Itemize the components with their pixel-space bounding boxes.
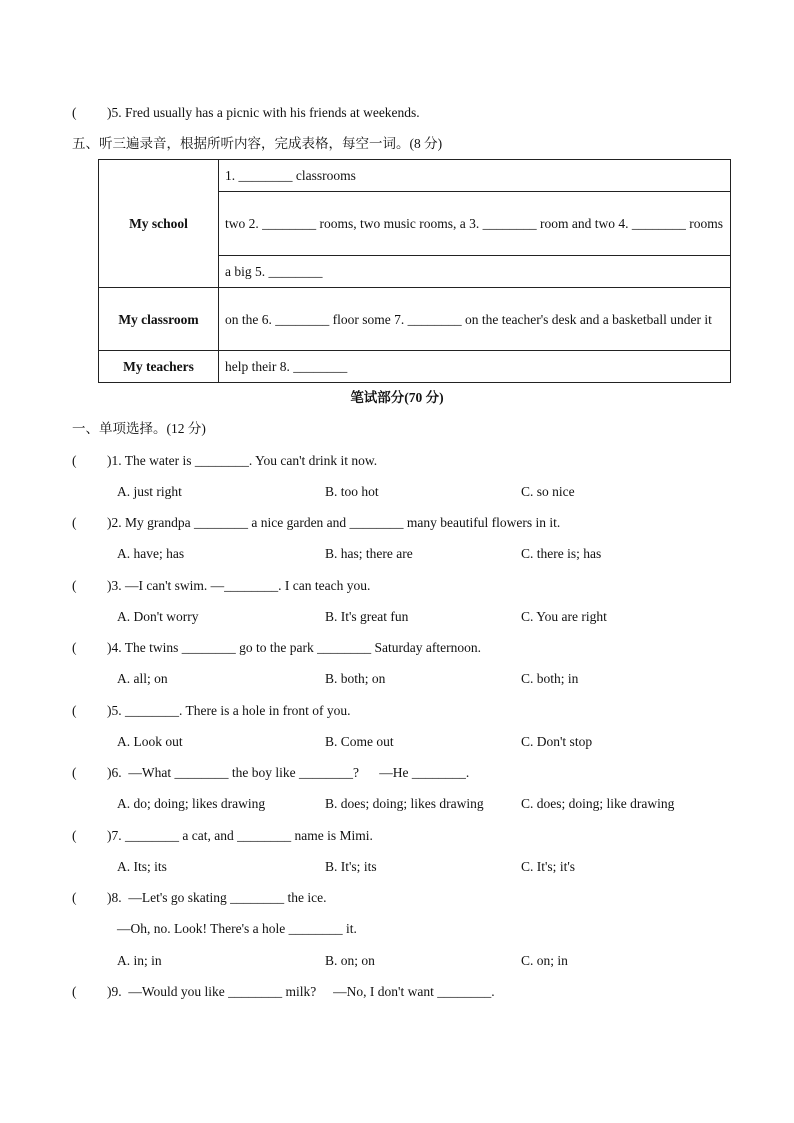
question-stem: )1. The water is ________. You can't drink it now. xyxy=(107,453,378,468)
option-b: B. does; doing; likes drawing xyxy=(325,796,484,811)
question-8 xyxy=(72,889,327,907)
question-stem: )6. —What ________ the boy like ________? —He ________. xyxy=(107,765,470,780)
option-b: B. It's; its xyxy=(325,859,377,874)
question-stem: )8. —Let's go skating ________ the ice. xyxy=(107,890,327,905)
question-2 xyxy=(72,514,560,532)
answer-paren: ( xyxy=(72,703,77,718)
question-stem: )4. The twins ________ go to the park ________ Saturday afternoon. xyxy=(107,640,481,655)
option-c: C. It's; it's xyxy=(521,859,575,874)
answer-paren: ( xyxy=(72,765,77,780)
question-1 xyxy=(72,452,377,470)
question-stem: )5. ________. There is a hole in front of you. xyxy=(107,703,351,718)
question-7 xyxy=(72,827,373,845)
option-a: A. Look out xyxy=(117,734,183,749)
listening-question-5 xyxy=(72,104,420,122)
listening-table xyxy=(98,159,731,383)
option-c: C. both; in xyxy=(521,671,579,686)
question-3 xyxy=(72,577,370,595)
option-b: B. too hot xyxy=(325,484,379,499)
question-stem: )3. —I can't swim. —________. I can teach you. xyxy=(107,578,371,593)
option-b: B. both; on xyxy=(325,671,386,686)
option-a: A. have; has xyxy=(117,546,185,561)
school-row-1: 1. ________ classrooms xyxy=(219,160,731,192)
question-9 xyxy=(72,983,495,1001)
school-row-2: two 2. ________ rooms, two music rooms, a 3. ________ room and two 4. ________ rooms xyxy=(219,192,731,256)
question-stem: )2. My grandpa ________ a nice garden and ________ many beautiful flowers in it. xyxy=(107,515,561,530)
option-a: A. Its; its xyxy=(117,859,167,874)
answer-paren: ( xyxy=(72,578,77,593)
answer-paren: ( xyxy=(72,890,77,905)
option-c: C. so nice xyxy=(521,484,575,499)
option-b: B. has; there are xyxy=(325,546,413,561)
section-5-title: 五、听三遍录音，根据所听内容，完成表格，每空一词。(8 分) xyxy=(72,136,443,151)
question-text: )5. Fred usually has a picnic with his friends at weekends. xyxy=(107,105,420,120)
section-1-title: 一、单项选择。(12 分) xyxy=(72,421,206,436)
option-b: B. It's great fun xyxy=(325,609,409,624)
option-a: A. do; doing; likes drawing xyxy=(117,796,266,811)
question-8-reply: —Oh, no. Look! There's a hole ________ it. xyxy=(117,921,357,936)
question-stem: )9. —Would you like ________ milk? —No, I don't want ________. xyxy=(107,984,495,999)
option-c: C. on; in xyxy=(521,953,568,968)
answer-paren: ( xyxy=(72,453,77,468)
option-c: C. Don't stop xyxy=(521,734,593,749)
answer-paren: ( xyxy=(72,105,77,120)
answer-paren: ( xyxy=(72,828,77,843)
question-4 xyxy=(72,639,481,657)
option-c: C. You are right xyxy=(521,609,607,624)
teachers-row: help their 8. ________ xyxy=(219,351,731,383)
option-a: A. in; in xyxy=(117,953,162,968)
option-a: A. Don't worry xyxy=(117,609,199,624)
option-a: A. all; on xyxy=(117,671,168,686)
option-b: B. on; on xyxy=(325,953,375,968)
school-row-3: a big 5. ________ xyxy=(219,256,731,288)
written-part-title: 笔试部分(70 分) xyxy=(350,390,444,405)
option-a: A. just right xyxy=(117,484,182,499)
question-stem: )7. ________ a cat, and ________ name is Mimi. xyxy=(107,828,373,843)
question-5 xyxy=(72,702,350,720)
option-c: C. there is; has xyxy=(521,546,602,561)
classroom-label: My classroom xyxy=(99,288,219,351)
option-c: C. does; doing; like drawing xyxy=(521,796,675,811)
answer-paren: ( xyxy=(72,984,77,999)
answer-paren: ( xyxy=(72,640,77,655)
option-b: B. Come out xyxy=(325,734,394,749)
answer-paren: ( xyxy=(72,515,77,530)
classroom-row: on the 6. ________ floor some 7. ________ on the teacher's desk and a basketball under it xyxy=(219,288,731,351)
question-6 xyxy=(72,764,469,782)
teachers-label: My teachers xyxy=(99,351,219,383)
school-label: My school xyxy=(99,160,219,288)
